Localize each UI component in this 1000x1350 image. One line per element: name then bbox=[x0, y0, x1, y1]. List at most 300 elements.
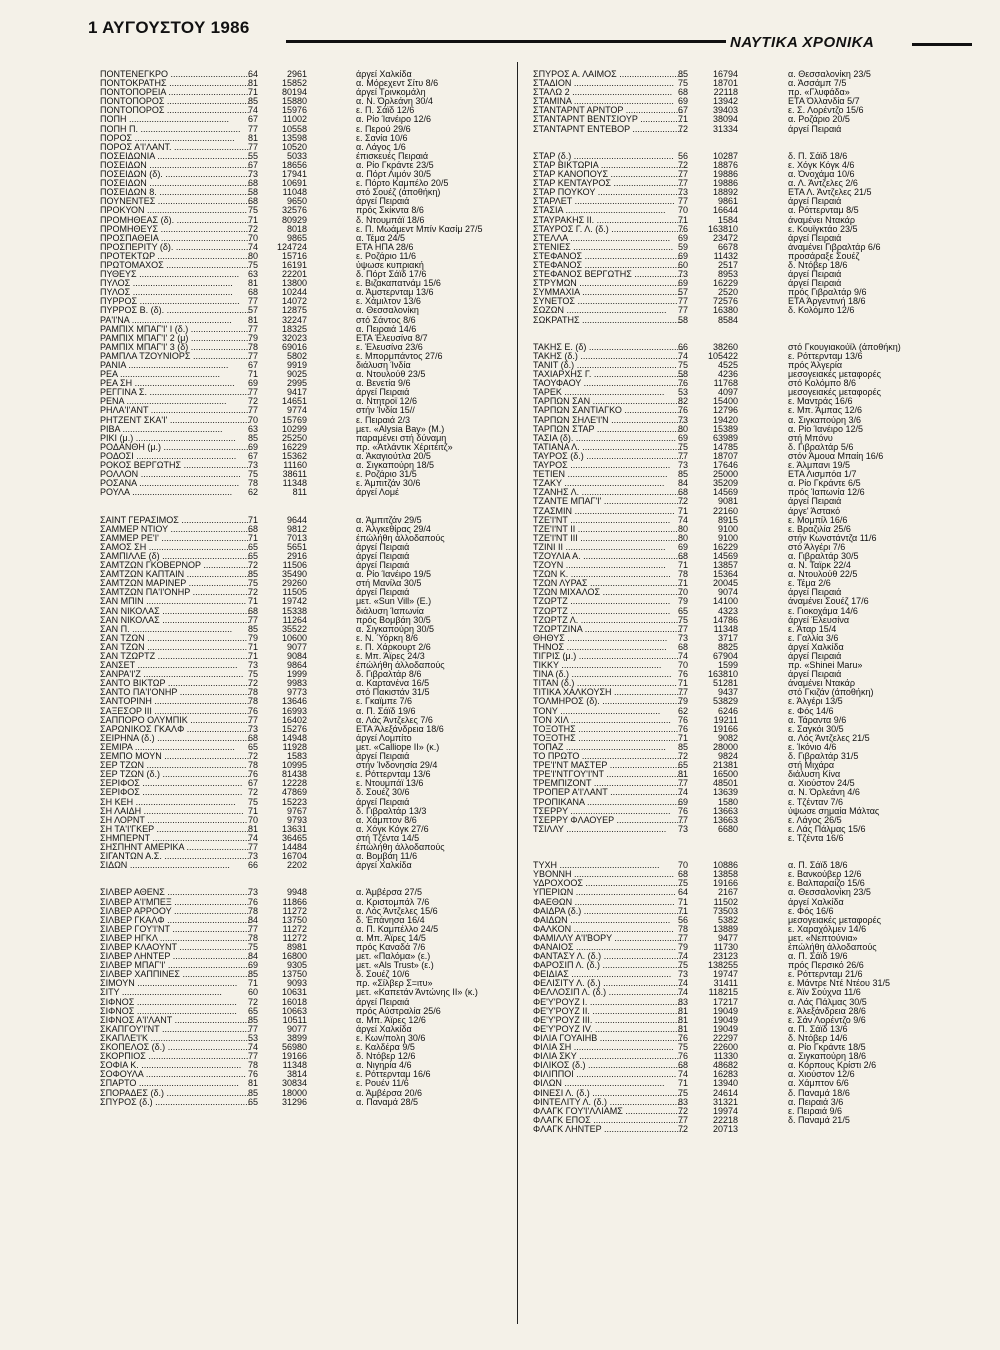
ship-name: ΡΟΔΟΣΙ ..... bbox=[100, 452, 250, 461]
tonnage: 15389 bbox=[712, 423, 738, 434]
ship-status: στό Γκουγιακούϊλ (άποθήκη) bbox=[788, 341, 901, 352]
build-year: 81 bbox=[248, 314, 259, 325]
ship-name: ΣΩΖΩΝ ..... bbox=[533, 306, 683, 315]
ship-row bbox=[533, 270, 973, 279]
tonnage: 9983 bbox=[286, 678, 307, 689]
build-year: 78 bbox=[248, 932, 259, 943]
ship-name: ΤΙΓΡΙΣ (μ.) ..... bbox=[533, 652, 683, 661]
ship-name: ΤΑΟΥΦΑΟΥ ..... bbox=[533, 379, 683, 388]
ship-row bbox=[533, 397, 973, 406]
ship-status: δ. Έπάνησα 16/4 bbox=[356, 914, 425, 925]
tonnage: 16800 bbox=[281, 951, 307, 962]
build-year: 76 bbox=[248, 705, 259, 716]
tonnage: 6680 bbox=[717, 823, 738, 834]
ship-name: ΣΤΕΛΛΑ ..... bbox=[533, 234, 683, 243]
ship-name: ΣΑΝΣΕΤ ..... bbox=[100, 661, 250, 670]
ship-name: ΣΠΥΡΟΣ Α. ΛΑΙΜΟΣ ..... bbox=[533, 70, 683, 79]
ship-name: ΤΟΠΑΖ ..... bbox=[533, 743, 683, 752]
build-year: 77 bbox=[678, 623, 689, 634]
build-year: 78 bbox=[248, 1060, 259, 1071]
ship-status: στό Σουέζ (άποθήκη) bbox=[356, 187, 441, 198]
build-year: 62 bbox=[678, 705, 689, 716]
ship-name: ΣΕΜΙΡΑ ..... bbox=[100, 743, 250, 752]
tonnage: 20045 bbox=[712, 578, 738, 589]
ship-row bbox=[533, 125, 973, 134]
ship-status: α. Ρίο Γκράντε 18/5 bbox=[788, 1042, 866, 1053]
ship-name: ΣΑΙΝΤ ΓΕΡΑΣΙΜΟΣ ..... bbox=[100, 516, 250, 525]
ship-name: ΤΖΙΝΙ ΙΙ ..... bbox=[533, 543, 683, 552]
build-year: 77 bbox=[248, 350, 259, 361]
tonnage: 23472 bbox=[712, 232, 738, 243]
ship-name: ΡΗΤΖΕΝΤ ΣΚΑ'Ι' ..... bbox=[100, 416, 250, 425]
tonnage: 32023 bbox=[281, 332, 307, 343]
ship-name: ΣΩΚΡΑΤΗΣ ..... bbox=[533, 316, 683, 325]
build-year: 73 bbox=[248, 660, 259, 671]
ship-name: ΣΙΦΝΟΣ ..... bbox=[100, 998, 250, 1007]
ship-name: ΣΑΜΜΕΡ ΡΕ'Ι' ..... bbox=[100, 534, 250, 543]
build-year: 71 bbox=[248, 805, 259, 816]
tonnage: 3814 bbox=[286, 1069, 307, 1080]
build-year: 71 bbox=[248, 214, 259, 225]
ship-status: α. Ρίο Ίανέιρο 12/5 bbox=[788, 423, 864, 434]
build-year: 53 bbox=[248, 1032, 259, 1043]
ship-name: ΤΖΟΥΛΙΑ Α. ..... bbox=[533, 552, 683, 561]
tonnage: 18892 bbox=[712, 187, 738, 198]
ship-status: ε. Καλδέρα 9/5 bbox=[356, 1042, 415, 1053]
ship-name: ΤΑΡΠΩΝ ΣΑΝ ..... bbox=[533, 397, 683, 406]
ship-status: στή Μανίλα 30/5 bbox=[356, 578, 422, 589]
tonnage: 18701 bbox=[712, 78, 738, 89]
build-year: 85 bbox=[248, 1087, 259, 1098]
right-column bbox=[533, 70, 973, 1134]
build-year: 66 bbox=[678, 341, 689, 352]
build-year: 67 bbox=[248, 450, 259, 461]
tonnage: 19420 bbox=[712, 414, 738, 425]
build-year: 79 bbox=[678, 696, 689, 707]
build-year: 82 bbox=[678, 396, 689, 407]
build-year: 68 bbox=[678, 487, 689, 498]
ship-row bbox=[533, 206, 973, 215]
build-year: 64 bbox=[248, 69, 259, 79]
tonnage: 38260 bbox=[712, 341, 738, 352]
ship-status: ε. Άλμπανι 19/5 bbox=[788, 460, 851, 471]
ship-name: ΣΥΝΕΤΟΣ ..... bbox=[533, 297, 683, 306]
ship-status: άργεί Πειραιά bbox=[356, 751, 410, 762]
ship-status: πρός Γιβραλτάρ 9/6 bbox=[788, 287, 867, 298]
build-year: 68 bbox=[678, 641, 689, 652]
ship-name: ΦΑΡΟΣΙΠ Λ. (δ.) ..... bbox=[533, 961, 683, 970]
ship-name: ΣΗΜΠΕΡΝΤ ..... bbox=[100, 834, 250, 843]
tonnage: 35490 bbox=[281, 569, 307, 580]
ship-status: ε. Φός 14/6 bbox=[788, 705, 834, 716]
tonnage: 80194 bbox=[281, 87, 307, 98]
ship-name: ΣΤΕΦΑΝΟΣ ΒΕΡΓΩΤΗΣ ..... bbox=[533, 270, 683, 279]
ship-status: ΕΤΑ Λισμπόα 1/7 bbox=[788, 469, 857, 480]
ship-name: ΦΛΑΓΚ ΕΠΟΣ ..... bbox=[533, 1116, 683, 1125]
ship-status: α. Άκαγιούτλα 20/5 bbox=[356, 450, 431, 461]
ship-row bbox=[533, 97, 973, 106]
ship-name: ΣΙΛΒΕΡ ΚΛΑΟΥΝΤ ..... bbox=[100, 943, 250, 952]
ship-status: α. Γιβραλτάρ 30/5 bbox=[788, 550, 859, 561]
ship-status: ε. Ρόττερνταμ 21/6 bbox=[788, 969, 863, 980]
ship-status: πρ. «Shinei Maru» bbox=[788, 660, 863, 671]
ship-row bbox=[533, 534, 973, 543]
ship-name: ΤΖΩΡΤΖΙΝΑ ..... bbox=[533, 625, 683, 634]
ship-status: μεσογειακές μεταφορές bbox=[788, 914, 881, 925]
section-gap bbox=[533, 143, 973, 152]
ship-status: άργεί Πειραιά bbox=[788, 587, 842, 598]
build-year: 81 bbox=[248, 278, 259, 289]
ship-status: ε. Πόρτο Καμπέλο 20/5 bbox=[356, 178, 449, 189]
build-year: 72 bbox=[678, 123, 689, 134]
ship-row bbox=[533, 216, 973, 225]
ship-status: στό Πακιστάν 31/5 bbox=[356, 687, 430, 698]
ship-status: παραμένει στή δύναμη bbox=[356, 432, 447, 443]
build-year: 70 bbox=[678, 860, 689, 871]
tonnage: 19166 bbox=[712, 878, 738, 889]
ship-status: α. Μόρεχεντ Σίτυ 8/6 bbox=[356, 78, 439, 89]
tonnage: 105422 bbox=[707, 350, 738, 361]
tonnage: 9084 bbox=[286, 651, 307, 661]
ship-status: ε. Ρόττερνταμ 13/6 bbox=[356, 769, 431, 780]
ship-status: ε. Ν. Ύόρκη 8/6 bbox=[356, 632, 419, 643]
ship-name: ΤΖΑΝΤΕ ΜΠΑΓ'Ι' ..... bbox=[533, 497, 683, 506]
build-year: 72 bbox=[678, 1105, 689, 1116]
tonnage: 11348 bbox=[282, 478, 307, 489]
tonnage: 16402 bbox=[281, 714, 307, 725]
tonnage: 5382 bbox=[717, 914, 738, 925]
tonnage: 9093 bbox=[286, 978, 307, 989]
build-year: 77 bbox=[678, 687, 689, 698]
ship-status: πρός Βομβάη 30/5 bbox=[356, 614, 431, 625]
ship-row bbox=[533, 179, 973, 188]
build-year: 71 bbox=[678, 896, 689, 907]
build-year: 75 bbox=[678, 1042, 689, 1053]
ship-row bbox=[533, 798, 973, 807]
ship-row bbox=[100, 488, 510, 497]
ship-status: ε. Βαλπαραίζο 15/6 bbox=[788, 878, 865, 889]
build-year: 68 bbox=[248, 605, 259, 616]
build-year: 77 bbox=[678, 296, 689, 307]
tonnage: 15716 bbox=[281, 250, 307, 261]
ship-status: α. Σιγκαπούρη 18/6 bbox=[788, 1051, 867, 1062]
ship-name: ΣΚΟΡΠΙΟΣ ..... bbox=[100, 1052, 250, 1061]
tonnage: 7013 bbox=[286, 532, 307, 543]
build-year: 77 bbox=[678, 814, 689, 825]
ship-name: ΣΑΝ ΝΙΚΟΛΑΣ ..... bbox=[100, 616, 250, 625]
ship-row bbox=[533, 779, 973, 788]
ship-row bbox=[533, 170, 973, 179]
ship-status: α. Ν. Ταϊρκ 22/4 bbox=[788, 560, 851, 571]
tonnage: 47869 bbox=[281, 787, 307, 798]
tonnage: 53829 bbox=[712, 696, 738, 707]
build-year: 85 bbox=[248, 1014, 259, 1025]
build-year: 69 bbox=[678, 232, 689, 243]
ship-status: α. Λός Άντζελες 15/6 bbox=[356, 905, 438, 916]
ship-name: ΣΑΝΤΟ ΒΙΚΤΩΡ ..... bbox=[100, 679, 250, 688]
ship-row bbox=[533, 152, 973, 161]
tonnage: 15364 bbox=[712, 569, 738, 580]
ship-name: ΦΛΑΓΚ ΓΟΥ'Ι'ΛΛΙΑΜΣ ..... bbox=[533, 1107, 683, 1116]
tonnage: 11048 bbox=[282, 187, 307, 198]
ship-row bbox=[533, 461, 973, 470]
build-year: 72 bbox=[678, 1123, 689, 1134]
tonnage: 31411 bbox=[713, 978, 738, 989]
build-year: 85 bbox=[678, 741, 689, 752]
ship-row bbox=[100, 861, 510, 870]
ship-row bbox=[533, 1061, 973, 1070]
ship-status: ε. Τζένταν 7/6 bbox=[788, 796, 843, 807]
tonnage: 14785 bbox=[712, 441, 738, 452]
tonnage: 22297 bbox=[712, 1032, 738, 1043]
ship-status: άργεί Πειραιά bbox=[356, 560, 410, 571]
tonnage: 16794 bbox=[712, 69, 738, 79]
build-year: 75 bbox=[248, 469, 259, 480]
build-year: 78 bbox=[248, 760, 259, 771]
tonnage: 9077 bbox=[286, 1023, 307, 1034]
ship-row bbox=[533, 516, 973, 525]
ship-row bbox=[533, 979, 973, 988]
build-year: 77 bbox=[248, 714, 259, 725]
tonnage: 16018 bbox=[281, 996, 307, 1007]
tonnage: 31296 bbox=[281, 1096, 307, 1107]
tonnage: 10995 bbox=[281, 760, 307, 771]
ship-row bbox=[533, 716, 973, 725]
ship-name: ΣΕΡ ΤΖΩΝ ..... bbox=[100, 761, 250, 770]
tonnage: 13889 bbox=[712, 923, 738, 934]
ship-row bbox=[533, 898, 973, 907]
ship-row bbox=[533, 1007, 973, 1016]
ship-status: διάλυση Ίνδία bbox=[356, 360, 411, 370]
build-year: 85 bbox=[248, 569, 259, 580]
ship-row bbox=[533, 161, 973, 170]
build-year: 76 bbox=[678, 723, 689, 734]
column-divider bbox=[517, 62, 518, 1324]
ship-name: ΣΠΥΡΟΣ (δ.) ..... bbox=[100, 1098, 250, 1107]
ship-status: άργεί Πειραιά bbox=[788, 269, 842, 280]
tonnage: 16500 bbox=[712, 769, 738, 780]
build-year: 76 bbox=[678, 405, 689, 416]
ship-name: ΤΗΝΟΣ ..... bbox=[533, 643, 683, 652]
build-year: 72 bbox=[248, 678, 259, 689]
ship-status: ε. Πειραιά 2/3 bbox=[356, 414, 411, 425]
ship-status: άργεί Πειραιά bbox=[356, 996, 410, 1007]
tonnage: 8018 bbox=[286, 223, 307, 234]
ship-name: ΣΤΕΝΙΕΣ ..... bbox=[533, 243, 683, 252]
ship-status: ε. Σανία 10/6 bbox=[356, 132, 408, 143]
ship-name: ΣΙΛΒΕΡ ΑΘΕΝΣ ..... bbox=[100, 888, 250, 897]
ship-row bbox=[533, 1116, 973, 1125]
page-date: 1 ΑΥΓΟΥΣΤΟΥ 1986 bbox=[88, 18, 250, 37]
ship-row bbox=[533, 343, 973, 352]
build-year: 72 bbox=[678, 159, 689, 170]
ship-status: μετ. «Καπετάν Άντώνης ΙΙ» (κ.) bbox=[356, 987, 478, 998]
ship-name: ΣΑΝΤΟΡΙΝΗ ..... bbox=[100, 697, 250, 706]
tonnage: 13663 bbox=[712, 805, 738, 816]
tonnage: 19747 bbox=[712, 969, 738, 980]
ship-status: άργεί Πειραιά bbox=[788, 278, 842, 289]
ship-row bbox=[533, 861, 973, 870]
ship-row bbox=[533, 725, 973, 734]
ship-row bbox=[533, 607, 973, 616]
tonnage: 38611 bbox=[282, 469, 307, 480]
ship-name: ΦΑΙΔΩΝ ..... bbox=[533, 916, 683, 925]
ship-name: ΤΙΝΑ (δ.) ..... bbox=[533, 670, 683, 679]
ship-status: στή Μιχάρα bbox=[788, 760, 835, 771]
ship-status: πρός Σκίκντα 8/6 bbox=[356, 205, 424, 216]
tonnage: 11505 bbox=[282, 587, 307, 598]
build-year: 78 bbox=[248, 905, 259, 916]
build-year: 71 bbox=[678, 505, 689, 516]
ship-status: α. Κόρπους Κρίστι 2/6 bbox=[788, 1060, 877, 1071]
tonnage: 73503 bbox=[712, 905, 738, 916]
ship-status: α. Ρίο Γκράντε 6/5 bbox=[788, 478, 861, 489]
ship-status: άργεί Πειραιά bbox=[788, 196, 842, 207]
ship-status: α. Βομβάη 11/6 bbox=[356, 851, 418, 862]
build-year: 73 bbox=[248, 887, 259, 898]
build-year: 85 bbox=[248, 623, 259, 634]
build-year: 57 bbox=[248, 305, 259, 316]
ship-name: ΣΙΛΒΕΡ ΓΚΑΛΦ ..... bbox=[100, 916, 250, 925]
ship-row bbox=[533, 88, 973, 97]
ship-status: ε. Περού 29/6 bbox=[356, 123, 411, 134]
tonnage: 15338 bbox=[281, 605, 307, 616]
ship-name: ΦΑΕΘΩΝ ..... bbox=[533, 898, 683, 907]
tonnage: 22600 bbox=[712, 1042, 738, 1053]
tonnage: 16644 bbox=[712, 205, 738, 216]
ship-row bbox=[533, 907, 973, 916]
tonnage: 67904 bbox=[712, 651, 738, 661]
tonnage: 13663 bbox=[712, 814, 738, 825]
ship-row bbox=[533, 279, 973, 288]
ship-status: ε. Ντουμπάϊ 13/6 bbox=[356, 778, 424, 789]
ship-status: α. Λάς Πάλμας 30/5 bbox=[788, 996, 867, 1007]
ship-status: ε. Μπ. Άϊρες 24/3 bbox=[356, 651, 425, 661]
ship-name: ΣΑΞΕΣΟΡ ΙΙΙ ..... bbox=[100, 707, 250, 716]
build-year: 75 bbox=[678, 78, 689, 89]
ship-name: ΦΕ'Υ'ΡΟΥΖ ΙV. ..... bbox=[533, 1025, 683, 1034]
ship-name: ΤΖΑΣΜΙΝ ..... bbox=[533, 507, 683, 516]
ship-name: ΠΡΟΚΥΟΝ ..... bbox=[100, 206, 250, 215]
tonnage: 19742 bbox=[281, 596, 307, 607]
ship-name: ΦΕ'Υ'ΡΟΥΖ Ι. ..... bbox=[533, 998, 683, 1007]
build-year: 74 bbox=[248, 241, 259, 252]
ship-row bbox=[533, 434, 973, 443]
ship-name: ΠΟΝΤΟΚΡΑΤΗΣ ..... bbox=[100, 79, 250, 88]
ship-name: ΤΑΡΕΚ ..... bbox=[533, 388, 683, 397]
ship-status: α. Πειραιά 14/6 bbox=[356, 323, 417, 334]
ship-name: ΣΙΛΒΕΡ ΛΗΝΤΕΡ ..... bbox=[100, 952, 250, 961]
build-year: 64 bbox=[678, 887, 689, 898]
ship-name: ΡΙΚΙ (μ.) ..... bbox=[100, 434, 250, 443]
ship-status: δ. Γιβραλτάρ 31/5 bbox=[788, 751, 859, 762]
build-year: 76 bbox=[678, 223, 689, 234]
build-year: 67 bbox=[248, 778, 259, 789]
build-year: 77 bbox=[248, 614, 259, 625]
build-year: 68 bbox=[248, 287, 259, 298]
ship-name: ΥΠΕΡΙΩΝ ..... bbox=[533, 888, 683, 897]
ship-row bbox=[533, 1052, 973, 1061]
ship-name: ΣΚΑΠΓΟΥ'Ι'ΝΤ ..... bbox=[100, 1025, 250, 1034]
ship-name: ΤΡΟΠΙΚΑΝΑ ..... bbox=[533, 798, 683, 807]
tonnage: 11264 bbox=[282, 614, 307, 625]
ship-row bbox=[533, 352, 973, 361]
tonnage: 6246 bbox=[717, 705, 738, 716]
ship-status: πρ. «Γλυφάδα» bbox=[788, 87, 850, 98]
build-year: 83 bbox=[678, 996, 689, 1007]
ship-status: α. Ν. Όρλεάνη 30/4 bbox=[356, 96, 433, 107]
ship-status: ε. Ροζάριο 31/5 bbox=[356, 469, 417, 480]
ship-name: ΤΖΕ'Ι'ΝΤ ΙΙ ..... bbox=[533, 525, 683, 534]
ship-name: ΠΟΥΝΕΝΤΕΣ ..... bbox=[100, 197, 250, 206]
ship-name: ΣΤΑΝΤΑΡΝΤ ΕΝΤΕΒΟΡ ..... bbox=[533, 125, 683, 134]
build-year: 72 bbox=[678, 751, 689, 762]
build-year: 68 bbox=[248, 732, 259, 743]
ship-name: ΣΟΦΟΥΛΑ ..... bbox=[100, 1070, 250, 1079]
ship-row bbox=[533, 370, 973, 379]
build-year: 84 bbox=[248, 951, 259, 962]
build-year: 56 bbox=[678, 150, 689, 161]
build-year: 73 bbox=[248, 723, 259, 734]
ship-status: α. Σιγκαπούρη 30/5 bbox=[356, 623, 435, 634]
tonnage: 16191 bbox=[281, 259, 307, 270]
build-year: 69 bbox=[678, 796, 689, 807]
ship-name: ΤΑΡΠΩΝ ΣΑΝΤΙΑΓΚΟ ..... bbox=[533, 406, 683, 415]
ship-status: ε. Μομπίλ 16/6 bbox=[788, 514, 848, 525]
ship-status: ε. Χαραχόλμεν 14/6 bbox=[788, 923, 867, 934]
tonnage: 15976 bbox=[281, 105, 307, 116]
build-year: 62 bbox=[248, 487, 259, 498]
build-year: 69 bbox=[678, 250, 689, 261]
ship-name: ΠΟΝΤΟΠΟΡΟΣ ..... bbox=[100, 106, 250, 115]
build-year: 75 bbox=[248, 942, 259, 952]
ship-status: α. Κριστομπάλ 7/6 bbox=[356, 896, 430, 907]
ship-name: ΣΚΑΠΛΕ'Ι'Κ ..... bbox=[100, 1034, 250, 1043]
ship-name: ΥΔΡΟΧΟΟΣ ..... bbox=[533, 879, 683, 888]
tonnage: 39403 bbox=[712, 105, 738, 116]
tonnage: 6678 bbox=[717, 241, 738, 252]
ship-row bbox=[533, 552, 973, 561]
tonnage: 11272 bbox=[282, 932, 307, 943]
ship-row bbox=[533, 1089, 973, 1098]
build-year: 74 bbox=[678, 651, 689, 661]
build-year: 77 bbox=[678, 169, 689, 180]
tonnage: 2202 bbox=[286, 860, 307, 871]
ship-status: ε. Σαγκόι 30/5 bbox=[788, 723, 844, 734]
tonnage: 9074 bbox=[717, 587, 738, 598]
tonnage: 1583 bbox=[286, 751, 307, 762]
ship-status: α. Όνοχάμα 10/6 bbox=[788, 169, 855, 180]
ship-name: ΠΟΠΗ ..... bbox=[100, 115, 250, 124]
build-year: 71 bbox=[678, 214, 689, 225]
build-year: 70 bbox=[248, 814, 259, 825]
ship-status: άργεί Πειραιά bbox=[356, 550, 410, 561]
tonnage: 12228 bbox=[281, 778, 307, 789]
ship-status: α. Θεσσαλονίκη 23/5 bbox=[788, 69, 871, 79]
build-year: 84 bbox=[678, 478, 689, 489]
ship-name: ΡΟΥΛΑ ..... bbox=[100, 488, 250, 497]
build-year: 75 bbox=[248, 669, 259, 680]
ship-name: ΣΤΑΣΙΑ ..... bbox=[533, 206, 683, 215]
ship-status: α. Λ. Άντζελες 2/6 bbox=[788, 178, 858, 189]
ship-status: διάλυση Κίνα bbox=[788, 769, 841, 780]
ship-name: ΤΟΞΟΤΗΣ ..... bbox=[533, 734, 683, 743]
ship-name: ΣΑΜΠΙΛΛΕ (δ) ..... bbox=[100, 552, 250, 561]
ship-row bbox=[533, 388, 973, 397]
build-year: 75 bbox=[678, 614, 689, 625]
tonnage: 10691 bbox=[281, 178, 307, 189]
ship-status: δ. Γιβραλτάρ 5/6 bbox=[788, 441, 854, 452]
